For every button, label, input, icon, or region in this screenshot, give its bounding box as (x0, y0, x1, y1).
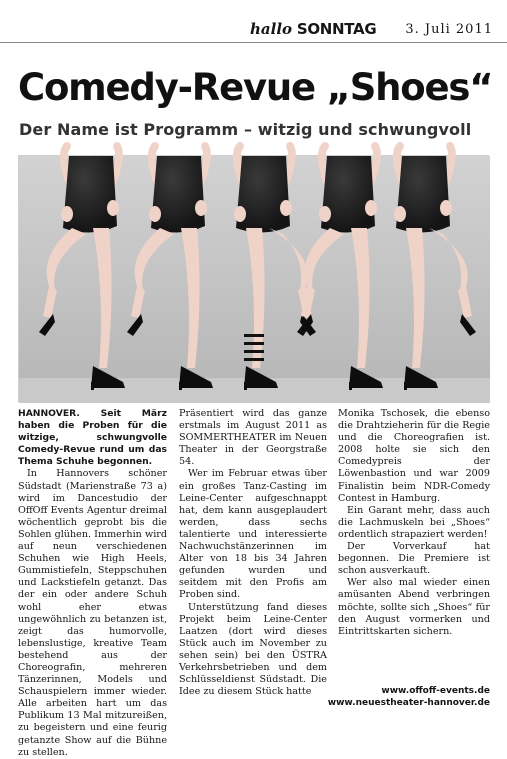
dancer-hand (280, 200, 292, 216)
brand-sonntag: SONNTAG (296, 20, 377, 38)
newspaper-brand (250, 20, 376, 38)
sandal-strap (244, 350, 264, 353)
dancer-hand (319, 206, 331, 222)
dancer-hand (61, 206, 73, 222)
article-paragraph-1: In Hannovers schöner Südstadt (Marienstraße 73 a) wird im Dancestudio der OffOff Events Agentur dreimal wöchentlich geprobt bis die Sohlen glühen. Immerhin wird auf neun verschiedenen Schuhen wie High Heels, Gummistiefeln, Steppschuhen und Lackstiefeln getanzt. Das der ein oder andere Schuh wohl eher etwas ungewöhnlich zu betanzen ist, zeigt das humorvolle, lebenslustige, kreative Team bestehend aus der Choreografin, mehreren Tänzerinnen, Models und Schauspielern immer wieder. Alle arbeiten hart um das Publikum 13 Mal mitzureißen, zu begeistern und eine feurig getanzte Show auf die Bühne zu stellen. (18, 468, 167, 758)
dancer-dress (396, 156, 450, 233)
masthead-rule (0, 42, 507, 43)
article-paragraph-4-cont: Monika Tschosek, die ebenso die Drahtzieherin für die Regie und die Choreografien ist. 2008 holte sie sich den Comedypreis der Löwenbastion und war 2009 Finalistin beim NDR-Comedy Contest in Hamburg. (338, 408, 490, 504)
article-column-2 (179, 408, 327, 708)
high-heel-stiletto (404, 382, 407, 390)
article-paragraph-2-cont: Präsentiert wird das ganze erstmals im August 2011 as SOMMERTHEATER im Neuen Theater in der Georgstraße 54. (179, 408, 327, 468)
dancer-hand (149, 206, 161, 222)
high-heel-stiletto (179, 382, 182, 390)
article-paragraph-3: Wer im Februar etwas über ein großes Tanz-Casting im Leine-Center aufgeschnappt hat, dem kann ausgeplaudert werden, dass sechs talentierte und interessierte Nachwuchstänzerinnen im Alter von 18 bis 34 Jahren gefunden wurden und seitdem mit den Profis am Proben sind. (179, 468, 327, 601)
dancer-hand (195, 200, 207, 216)
dancer-dress (151, 156, 205, 233)
dancer-dress (321, 156, 375, 233)
dancer-dress (236, 156, 290, 233)
high-heel-stiletto (91, 382, 94, 390)
sandal-strap (244, 342, 264, 345)
photo-canvas (19, 156, 490, 403)
dancer-hand (107, 200, 119, 216)
dancer-hand (365, 200, 377, 216)
article-column-3 (338, 408, 490, 708)
link-neuestheater[interactable]: www.neuestheater-hannover.de (327, 698, 490, 708)
brand-hallo: hallo (250, 20, 293, 38)
article-paragraph-4: Unterstützung fand dieses Projekt beim Leine-Center Laatzen (dort wird dieses Stück auch im November zu sehen sein) bei den ÜSTRA Verkehrsbetrieben und dem Schlüsseldienst Südstadt. Die Idee zu diesem Stück hatte (179, 601, 327, 698)
issue-date: 3. Juli 2011 (405, 22, 493, 37)
high-heel-stiletto (244, 382, 247, 390)
high-heel-stiletto (349, 382, 352, 390)
article-subheadline: Der Name ist Programm – witzig und schwungvoll (19, 120, 472, 139)
dancer-hand (394, 206, 406, 222)
article-links (328, 685, 490, 709)
dancer-hand (234, 206, 246, 222)
sandal-strap (244, 334, 264, 337)
article-paragraph-7: Wer also mal wieder einen amüsanten Abend verbringen möchte, sollte sich „Shoes“ für den August vormerken und Eintrittskarten sichern. (338, 577, 490, 637)
dancers-in-high-heels-photo (18, 155, 489, 402)
sandal-strap (244, 358, 264, 361)
article-body (18, 408, 490, 758)
article-paragraph-5: Ein Garant mehr, dass auch die Lachmuskeln bei „Shoes“ ordentlich strapaziert werden! (338, 504, 490, 540)
article-headline: Comedy-Revue „Shoes“ (18, 66, 493, 109)
article-column-1 (18, 408, 167, 758)
link-offoff-events[interactable]: www.offoff-events.de (381, 686, 490, 696)
dancer-hand (440, 200, 452, 216)
article-lead: HANNOVER. Seit März haben die Proben für die witzige, schwungvolle Comedy-Revue rund um das Thema Schuhe begonnen. (18, 408, 167, 468)
masthead (0, 0, 507, 44)
dancer-dress (63, 156, 117, 233)
article-paragraph-6: Der Vorverkauf hat begonnen. Die Premiere ist schon ausverkauft. (338, 541, 490, 577)
